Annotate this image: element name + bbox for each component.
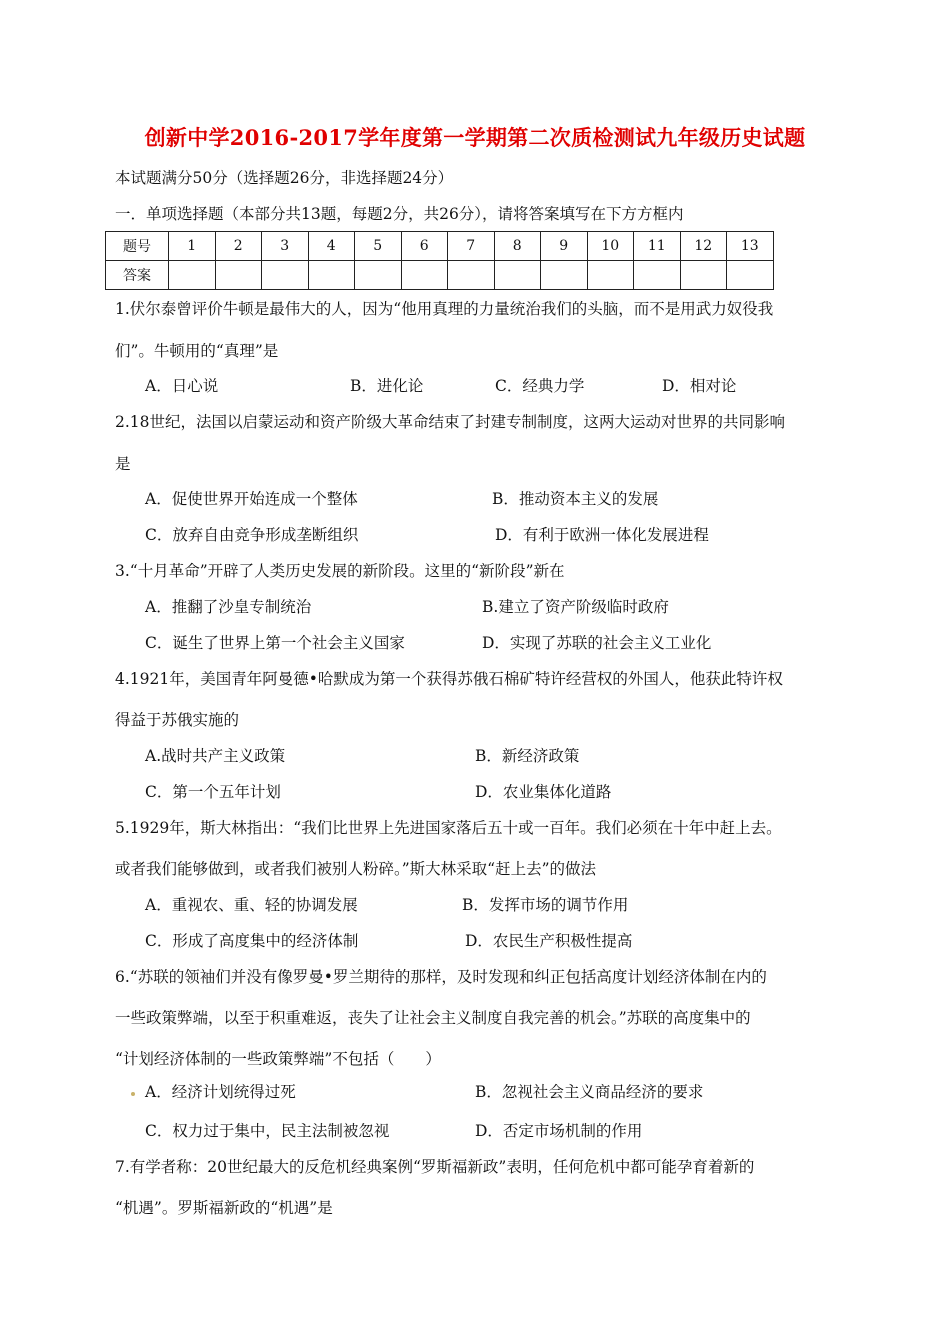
q6-option-d: D．否定市场机制的作用 [475,1122,643,1140]
table-cell-number: 8 [494,232,541,261]
q3-option-d: D．实现了苏联的社会主义工业化 [482,634,712,652]
answer-cell[interactable] [680,261,727,290]
table-cell-number: 13 [727,232,774,261]
q2-stem-line2: 是 [115,455,131,473]
answer-table-row-answers [106,261,774,290]
q1-option-d: D．相对论 [662,377,737,395]
q6-stem-line1: 6.“苏联的领袖们并没有像罗曼•罗兰期待的那样，及时发现和纠正包括高度计划经济体制在内的 [115,968,767,986]
answer-cell[interactable] [355,261,402,290]
answer-cell[interactable] [448,261,495,290]
table-cell-number: 10 [587,232,634,261]
table-cell-number: 7 [448,232,495,261]
q5-option-a: A．重视农、重、轻的协调发展 [145,896,358,914]
q1-option-c: C．经典力学 [495,377,585,395]
q2-option-b: B．推动资本主义的发展 [492,490,659,508]
q5-option-c: C．形成了高度集中的经济体制 [145,932,359,950]
score-intro: 本试题满分50分（选择题26分，非选择题24分） [115,169,454,187]
answer-cell[interactable] [727,261,774,290]
table-cell-number: 12 [680,232,727,261]
q3-option-b: B.建立了资产阶级临时政府 [482,598,669,616]
table-cell-number: 4 [308,232,355,261]
q6-stem-line2: 一些政策弊端，以至于积重难返，丧失了让社会主义制度自我完善的机会。”苏联的高度集中的 [115,1009,751,1027]
q3-stem-line1: 3.“十月革命”开辟了人类历史发展的新阶段。这里的“新阶段”新在 [115,562,565,580]
answer-table-row-numbers [106,232,774,261]
answer-table [105,231,774,290]
answer-cell[interactable] [494,261,541,290]
table-cell-number: 6 [401,232,448,261]
q4-option-a: A.战时共产主义政策 [145,747,286,765]
q1-option-b: B．进化论 [350,377,424,395]
table-cell-number: 5 [355,232,402,261]
answer-cell[interactable] [262,261,309,290]
answer-cell[interactable] [169,261,216,290]
q5-option-b: B．发挥市场的调节作用 [462,896,629,914]
table-cell-number: 11 [634,232,681,261]
q3-option-c: C．诞生了世界上第一个社会主义国家 [145,634,405,652]
answer-cell[interactable] [634,261,681,290]
q5-stem-line1: 5.1929年，斯大林指出：“我们比世界上先进国家落后五十或一百年。我们必须在十年中赶上去。 [115,819,782,837]
table-cell-number: 3 [262,232,309,261]
q7-stem-line2: “机遇”。罗斯福新政的“机遇”是 [115,1199,333,1217]
q2-stem-line1: 2.18世纪，法国以启蒙运动和资产阶级大革命结束了封建专制制度，这两大运动对世界的共同影响 [115,413,786,431]
q4-option-b: B．新经济政策 [475,747,580,765]
section-heading: 一．单项选择题（本部分共13题，每题2分，共26分），请将答案填写在下方方框内 [115,205,684,223]
table-cell-number: 9 [541,232,588,261]
q4-option-d: D．农业集体化道路 [475,783,612,801]
exam-title: 创新中学2016-2017学年度第一学期第二次质检测试九年级历史试题 [144,125,806,150]
table-cell-number: 1 [169,232,216,261]
q5-option-d: D．农民生产积极性提高 [465,932,633,950]
q1-stem-line1: 1.伏尔泰曾评价牛顿是最伟大的人，因为“他用真理的力量统治我们的头脑，而不是用武力奴役我 [115,300,774,318]
q7-stem-line1: 7.有学者称：20世纪最大的反危机经典案例“罗斯福新政”表明，任何危机中都可能孕育着新的 [115,1158,755,1176]
q6-option-a: A．经济计划统得过死 [145,1083,296,1101]
q2-option-c: C．放弃自由竞争形成垄断组织 [145,526,359,544]
q6-option-b: B．忽视社会主义商品经济的要求 [475,1083,704,1101]
stray-mark [131,1092,135,1096]
q4-stem-line2: 得益于苏俄实施的 [115,711,240,729]
q2-option-d: D．有利于欧洲一体化发展进程 [495,526,709,544]
table-header-answer: 答案 [106,261,169,290]
answer-cell[interactable] [401,261,448,290]
table-header-number: 题号 [106,232,169,261]
q2-option-a: A．促使世界开始连成一个整体 [145,490,358,508]
table-cell-number: 2 [215,232,262,261]
answer-cell[interactable] [587,261,634,290]
q4-option-c: C．第一个五年计划 [145,783,281,801]
answer-cell[interactable] [541,261,588,290]
q1-option-a: A．日心说 [145,377,219,395]
q1-stem-line2: 们”。牛顿用的“真理”是 [115,342,279,360]
answer-cell[interactable] [215,261,262,290]
answer-cell[interactable] [308,261,355,290]
q4-stem-line1: 4.1921年，美国青年阿曼德•哈默成为第一个获得苏俄石棉矿特许经营权的外国人，他获此特许权 [115,670,783,688]
q5-stem-line2: 或者我们能够做到，或者我们被别人粉碎。”斯大林采取“赶上去”的做法 [115,860,597,878]
q6-option-c: C．权力过于集中，民主法制被忽视 [145,1122,390,1140]
q6-stem-line3: “计划经济体制的一些政策弊端”不包括（ ） [115,1050,441,1068]
q3-option-a: A．推翻了沙皇专制统治 [145,598,312,616]
